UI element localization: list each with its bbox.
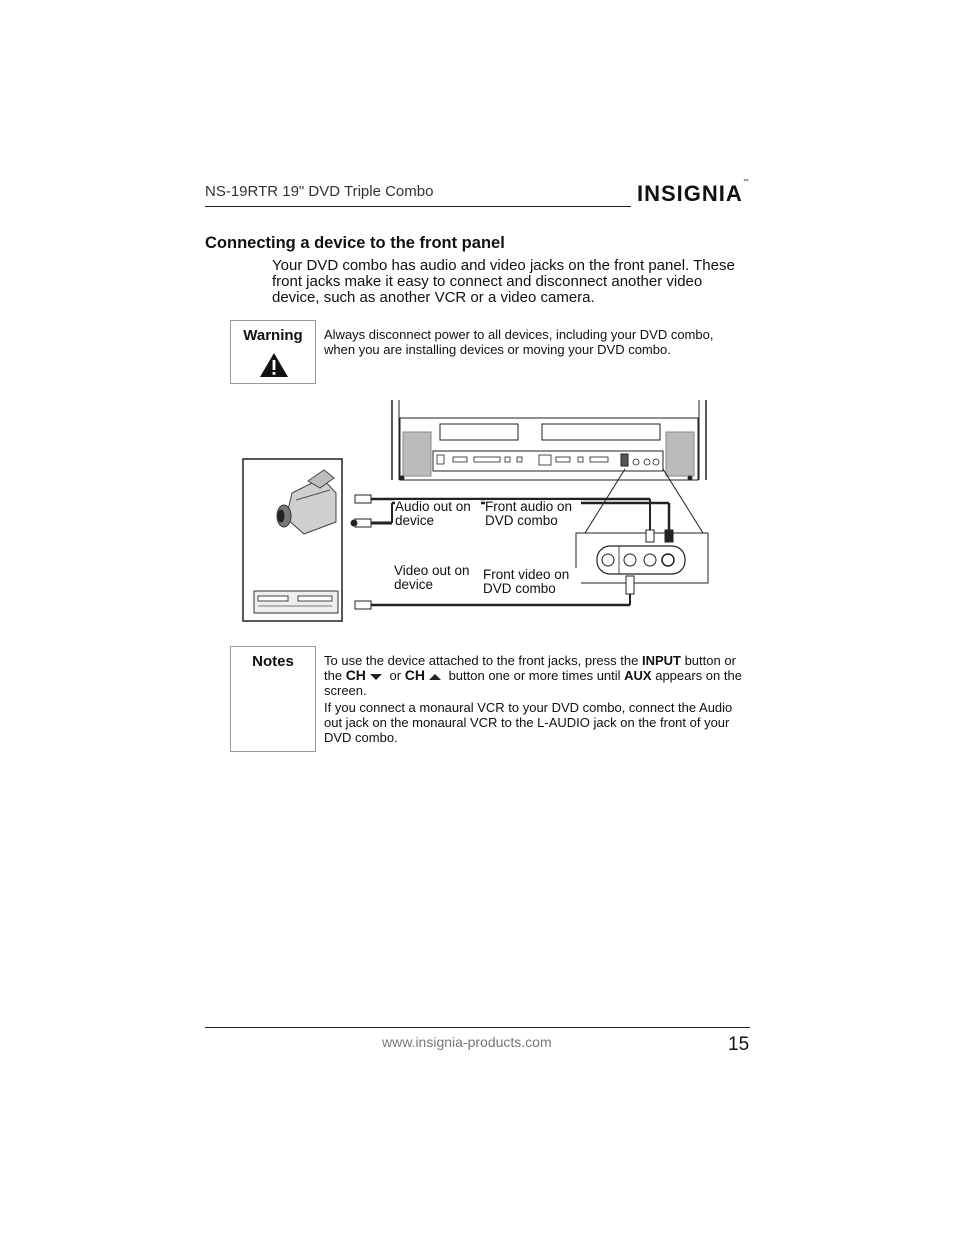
section-heading: Connecting a device to the front panel	[205, 234, 505, 252]
notes-label: Notes	[252, 653, 294, 670]
notes-text	[324, 653, 744, 745]
footer-rule	[205, 1027, 750, 1028]
page-number: 15	[728, 1034, 750, 1055]
notes-text-segment: or	[385, 668, 405, 683]
input-button-name: INPUT	[641, 653, 681, 668]
notes-box	[230, 646, 316, 752]
notes-paragraph-1	[324, 653, 744, 698]
ch-down-label: CH	[345, 667, 366, 683]
notes-text-segment: button one or more times until	[444, 668, 625, 683]
warning-label: Warning	[243, 327, 303, 344]
vcr-illustration	[254, 591, 338, 613]
label-audio-out-on-device: Audio out on device	[395, 500, 481, 528]
front-jack-panel	[576, 533, 708, 583]
dvd-combo-front-panel	[392, 400, 706, 480]
footer-url: www.insignia-products.com	[382, 1034, 552, 1050]
trademark-symbol: ™	[742, 178, 749, 185]
aux-mode-name: AUX	[624, 668, 652, 683]
notes-paragraph-2: If you connect a monaural VCR to your DVD combo, connect the Audio out jack on the monaural VCR to the L-AUDIO jack on the front of your DVD combo.	[324, 700, 733, 745]
label-video-out-on-device: Video out on device	[394, 564, 480, 592]
ch-up-label: CH	[404, 667, 425, 683]
label-front-video-on-dvd-combo: Front video on DVD combo	[483, 568, 581, 596]
notes-text-segment: button or the	[324, 653, 736, 683]
arrow-down-icon	[370, 674, 382, 680]
warning-text: Always disconnect power to all devices, including your DVD combo, when you are installing devices or moving your DVD combo.	[324, 327, 714, 357]
notes-text-segment: appears on the screen.	[324, 668, 742, 698]
page-header-title: NS-19RTR 19" DVD Triple Combo	[205, 183, 434, 200]
external-devices-box	[243, 459, 342, 621]
notes-text-segment: To use the device attached to the front jacks, press the	[324, 653, 642, 668]
intro-paragraph: Your DVD combo has audio and video jacks on the front panel. These front jacks make it easy to connect and disconnect another video device, such as another VCR or a video camera.	[272, 257, 735, 306]
arrow-up-icon	[429, 674, 441, 680]
label-front-audio-on-dvd-combo: Front audio on DVD combo	[485, 500, 581, 528]
brand-logo-text: INSIGNIA	[637, 181, 743, 206]
